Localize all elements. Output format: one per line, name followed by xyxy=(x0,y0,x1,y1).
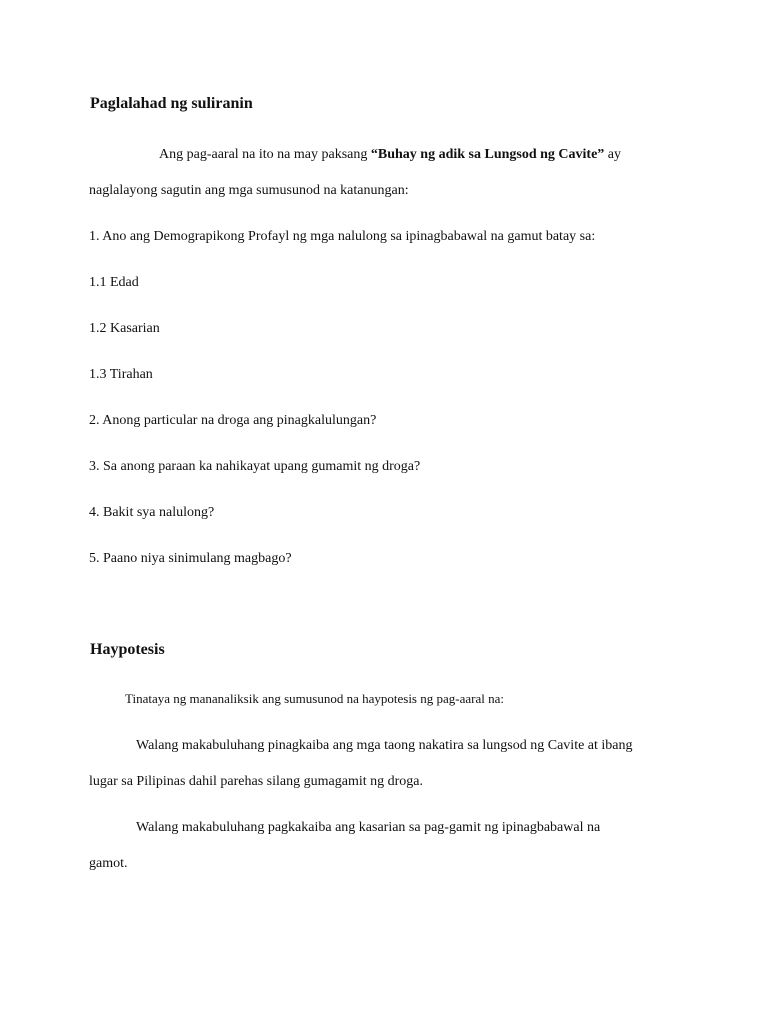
hypothesis-1-line-2: lugar sa Pilipinas dahil parehas silang gumagamit ng droga. xyxy=(89,774,423,789)
section-heading-paglalahad: Paglalahad ng suliranin xyxy=(90,95,253,112)
hypothesis-2-line-2: gamot. xyxy=(89,856,128,871)
question-item-1-2: 1.2 Kasarian xyxy=(89,321,160,336)
intro-text-end: ay xyxy=(604,147,622,162)
section-heading-haypotesis: Haypotesis xyxy=(90,641,165,658)
question-item-5: 5. Paano niya sinimulang magbago? xyxy=(89,551,292,566)
hypothesis-intro: Tinataya ng mananaliksik ang sumusunod na haypotesis ng pag-aaral na: xyxy=(125,691,504,706)
intro-paragraph-line-1 xyxy=(159,146,621,164)
intro-paragraph-line-2: naglalayong sagutin ang mga sumusunod na katanungan: xyxy=(89,183,409,198)
question-item-4: 4. Bakit sya nalulong? xyxy=(89,505,215,520)
study-title: “Buhay ng adik sa Lungsod ng Cavite” xyxy=(370,147,605,162)
question-item-1: 1. Ano ang Demograpikong Profayl ng mga nalulong sa ipinagbabawal na gamut batay sa: xyxy=(89,229,596,244)
question-item-3: 3. Sa anong paraan ka nahikayat upang gumamit ng droga? xyxy=(89,459,421,474)
question-item-1-1: 1.1 Edad xyxy=(89,275,139,290)
intro-text-start: Ang pag-aaral na ito na may paksang xyxy=(159,147,371,162)
question-item-1-3: 1.3 Tirahan xyxy=(89,367,153,382)
hypothesis-2-line-1: Walang makabuluhang pagkakaiba ang kasarian sa pag-gamit ng ipinagbabawal na xyxy=(136,820,601,835)
hypothesis-1-line-1: Walang makabuluhang pinagkaiba ang mga taong nakatira sa lungsod ng Cavite at ibang xyxy=(136,738,633,753)
question-item-2: 2. Anong particular na droga ang pinagkalulungan? xyxy=(89,413,377,428)
